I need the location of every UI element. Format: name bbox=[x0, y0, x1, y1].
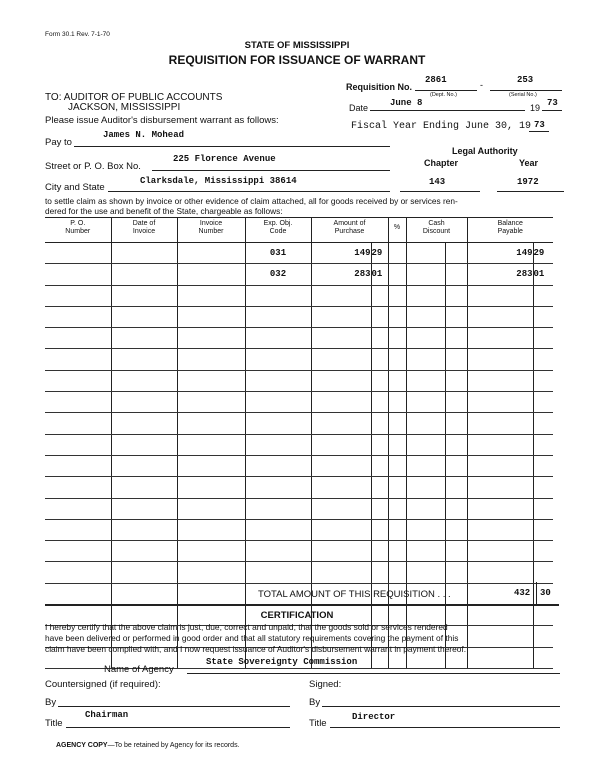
city-state-value[interactable]: Clarksdale, Mississippi 38614 bbox=[140, 176, 297, 186]
legal-authority-label: Legal Authority bbox=[452, 146, 518, 156]
agency-copy-label: AGENCY COPY bbox=[56, 742, 108, 749]
street-value[interactable]: 225 Florence Avenue bbox=[173, 154, 276, 164]
table-row bbox=[45, 328, 553, 349]
row1-balance-cents[interactable]: 29 bbox=[533, 243, 553, 264]
agency-name-label: Name of Agency bbox=[104, 664, 174, 675]
table-row bbox=[45, 349, 553, 370]
header-invoice-number: Invoice Number bbox=[177, 218, 245, 243]
left-title-value[interactable]: Chairman bbox=[85, 710, 129, 720]
agency-copy-footer bbox=[56, 742, 240, 749]
dept-no-value[interactable]: 2861 bbox=[425, 75, 447, 85]
certification-heading: CERTIFICATION bbox=[260, 610, 334, 621]
agency-name-value[interactable]: State Sovereignty Commission bbox=[206, 657, 358, 667]
table-row bbox=[45, 541, 553, 562]
total-cents[interactable]: 30 bbox=[540, 588, 551, 598]
header-date-of-invoice: Date of Invoice bbox=[111, 218, 177, 243]
chapter-value[interactable]: 143 bbox=[429, 177, 446, 187]
pay-to-value[interactable]: James N. Mohead bbox=[103, 130, 185, 140]
header-cash-discount: Cash Discount bbox=[406, 218, 467, 243]
legal-year-value[interactable]: 1972 bbox=[517, 177, 539, 187]
total-dollars[interactable]: 432 bbox=[514, 588, 531, 598]
city-state-label: City and State bbox=[45, 182, 105, 193]
countersigned-label: Countersigned (if required): bbox=[45, 679, 161, 690]
row1-exp-code[interactable]: 031 bbox=[245, 243, 311, 264]
row1-amount-cents[interactable]: 29 bbox=[371, 243, 388, 264]
row2-amount-cents[interactable]: 01 bbox=[371, 264, 388, 285]
agency-copy-text: —To be retained by Agency for its records. bbox=[107, 742, 240, 749]
to-auditor: TO: AUDITOR OF PUBLIC ACCOUNTS bbox=[45, 92, 223, 103]
requisition-label: Requisition No. bbox=[346, 82, 412, 92]
header-po-number: P. O. Number bbox=[45, 218, 111, 243]
date-label: Date bbox=[349, 103, 369, 113]
signed-label: Signed: bbox=[309, 679, 342, 690]
settle-claim-text-2: dered for the use and benefit of the State, chargeable as follows: bbox=[45, 206, 283, 216]
right-title-label: Title bbox=[309, 718, 327, 729]
row1-amount-dollars[interactable]: 149 bbox=[311, 243, 371, 264]
please-issue-text: Please issue Auditor's disbursement warrant as follows: bbox=[45, 115, 279, 126]
right-title-value[interactable]: Director bbox=[352, 712, 396, 722]
year-prefix: 19 bbox=[530, 103, 541, 113]
certification-text-2: have been delivered or performed in good order and that all statutory requirements covering the payment of this bbox=[45, 633, 459, 643]
row2-balance-dollars[interactable]: 283 bbox=[467, 264, 533, 285]
legal-year-label: Year bbox=[519, 158, 539, 168]
chapter-label: Chapter bbox=[424, 158, 459, 168]
header-amount-of-purchase: Amount of Purchase bbox=[311, 218, 388, 243]
left-by-label: By bbox=[45, 697, 57, 708]
table-row bbox=[45, 434, 553, 455]
state-heading: STATE OF MISSISSIPPI bbox=[244, 40, 350, 51]
table-row bbox=[45, 562, 553, 583]
left-title-label: Title bbox=[45, 718, 63, 729]
right-by-label: By bbox=[309, 697, 321, 708]
serial-no-caption: (Serial No.) bbox=[509, 92, 537, 98]
row2-amount-dollars[interactable]: 283 bbox=[311, 264, 371, 285]
date-year-value[interactable]: 73 bbox=[547, 98, 558, 108]
certification-text-1: I hereby certify that the above claim is just, due, correct and unpaid, that the goods sold or services rendered bbox=[45, 622, 448, 632]
form-id: Form 30.1 Rev. 7-1-70 bbox=[45, 31, 110, 38]
table-row bbox=[45, 243, 553, 264]
serial-no-value[interactable]: 253 bbox=[517, 75, 534, 85]
table-row bbox=[45, 370, 553, 391]
table-row bbox=[45, 498, 553, 519]
fiscal-year-value[interactable]: 73 bbox=[534, 120, 545, 130]
fiscal-year-label: Fiscal Year Ending June 30, 19 bbox=[351, 121, 532, 132]
header-exp-obj-code: Exp. Obj. Code bbox=[245, 218, 311, 243]
table-row bbox=[45, 455, 553, 476]
table-row bbox=[45, 413, 553, 434]
date-value[interactable]: June 8 bbox=[390, 98, 423, 108]
table-row bbox=[45, 264, 553, 285]
settle-claim-text-1: to settle claim as shown by invoice or other evidence of claim attached, all for goods received by or services ren- bbox=[45, 196, 458, 206]
to-city: JACKSON, MISSISSIPPI bbox=[68, 102, 181, 113]
row2-exp-code[interactable]: 032 bbox=[245, 264, 311, 285]
total-label: TOTAL AMOUNT OF THIS REQUISITION . . . bbox=[258, 589, 451, 600]
page-title: REQUISITION FOR ISSUANCE OF WARRANT bbox=[168, 53, 426, 67]
table-row bbox=[45, 477, 553, 498]
pay-to-label: Pay to bbox=[45, 137, 72, 148]
header-balance-payable: Balance Payable bbox=[467, 218, 553, 243]
table-row bbox=[45, 285, 553, 306]
table-row bbox=[45, 392, 553, 413]
row2-balance-cents[interactable]: 01 bbox=[533, 264, 553, 285]
header-percent: % bbox=[388, 218, 406, 243]
street-label: Street or P. O. Box No. bbox=[45, 161, 141, 172]
certification-text-3: claim have been complied with, and I now request issuance of Auditor's disbursement warrant in payment thereof. bbox=[45, 644, 467, 654]
table-row bbox=[45, 306, 553, 327]
dept-no-caption: (Dept. No.) bbox=[430, 92, 457, 98]
table-header-row bbox=[45, 218, 553, 243]
items-table bbox=[45, 217, 553, 669]
row1-balance-dollars[interactable]: 149 bbox=[467, 243, 533, 264]
table-row bbox=[45, 519, 553, 540]
